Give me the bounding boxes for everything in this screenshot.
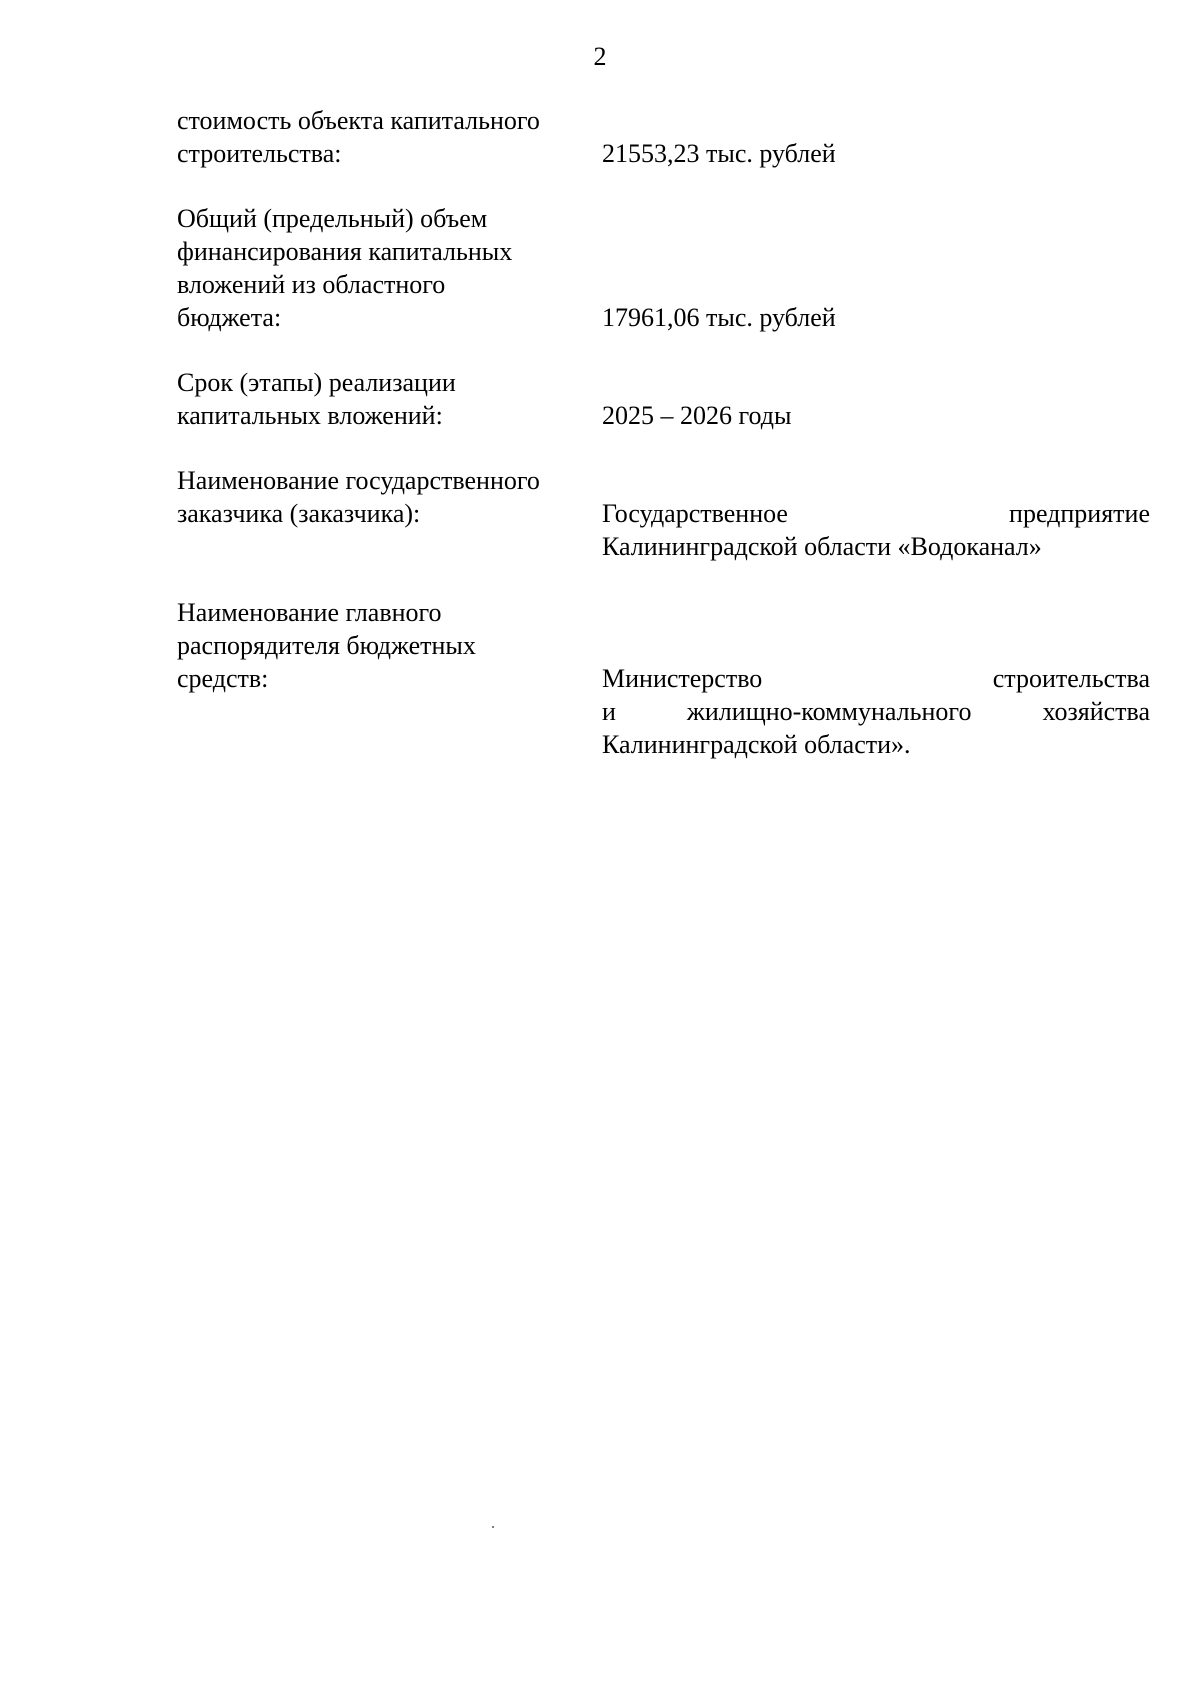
label-line: заказчика (заказчика): xyxy=(177,499,421,528)
page-number: 2 xyxy=(593,42,607,71)
field-row-total-financing xyxy=(177,202,1150,338)
field-value xyxy=(602,301,1150,334)
value-line: Государственное предприятие xyxy=(602,499,1150,528)
label-line: Наименование государственного xyxy=(177,466,540,495)
value-line: 2025 – 2026 годы xyxy=(602,401,792,430)
value-line: Министерство строительства xyxy=(602,664,1150,693)
label-line: капитальных вложений: xyxy=(177,401,443,430)
field-label xyxy=(177,366,597,432)
field-row-state-customer xyxy=(177,464,1150,568)
value-line: и жилищно-коммунального хозяйства xyxy=(602,697,1150,726)
field-row-construction-cost xyxy=(177,104,1150,174)
field-value xyxy=(602,662,1150,761)
field-label xyxy=(177,202,597,334)
value-line: Калининградской области». xyxy=(602,730,911,759)
label-line: распорядителя бюджетных xyxy=(177,631,476,660)
field-value xyxy=(602,497,1150,563)
label-line: стоимость объекта капитального xyxy=(177,106,540,135)
value-line: Калининградской области «Водоканал» xyxy=(602,532,1042,561)
label-line: Наименование главного xyxy=(177,598,442,627)
field-label xyxy=(177,104,597,170)
field-value xyxy=(602,137,1150,170)
label-line: Общий (предельный) объем xyxy=(177,204,488,233)
label-line: строительства: xyxy=(177,139,342,168)
label-line: финансирования капитальных xyxy=(177,237,513,266)
field-label xyxy=(177,596,597,695)
value-line: 21553,23 тыс. рублей xyxy=(602,139,836,168)
value-line: 17961,06 тыс. рублей xyxy=(602,303,836,332)
label-line: средств: xyxy=(177,664,269,693)
label-line: вложений из областного xyxy=(177,270,446,299)
field-row-budget-administrator xyxy=(177,596,1150,766)
field-label xyxy=(177,464,597,530)
scan-speck xyxy=(492,1526,494,1528)
field-value xyxy=(602,399,1150,432)
label-line: Срок (этапы) реализации xyxy=(177,368,456,397)
label-line: бюджета: xyxy=(177,303,282,332)
field-row-implementation-term xyxy=(177,366,1150,436)
